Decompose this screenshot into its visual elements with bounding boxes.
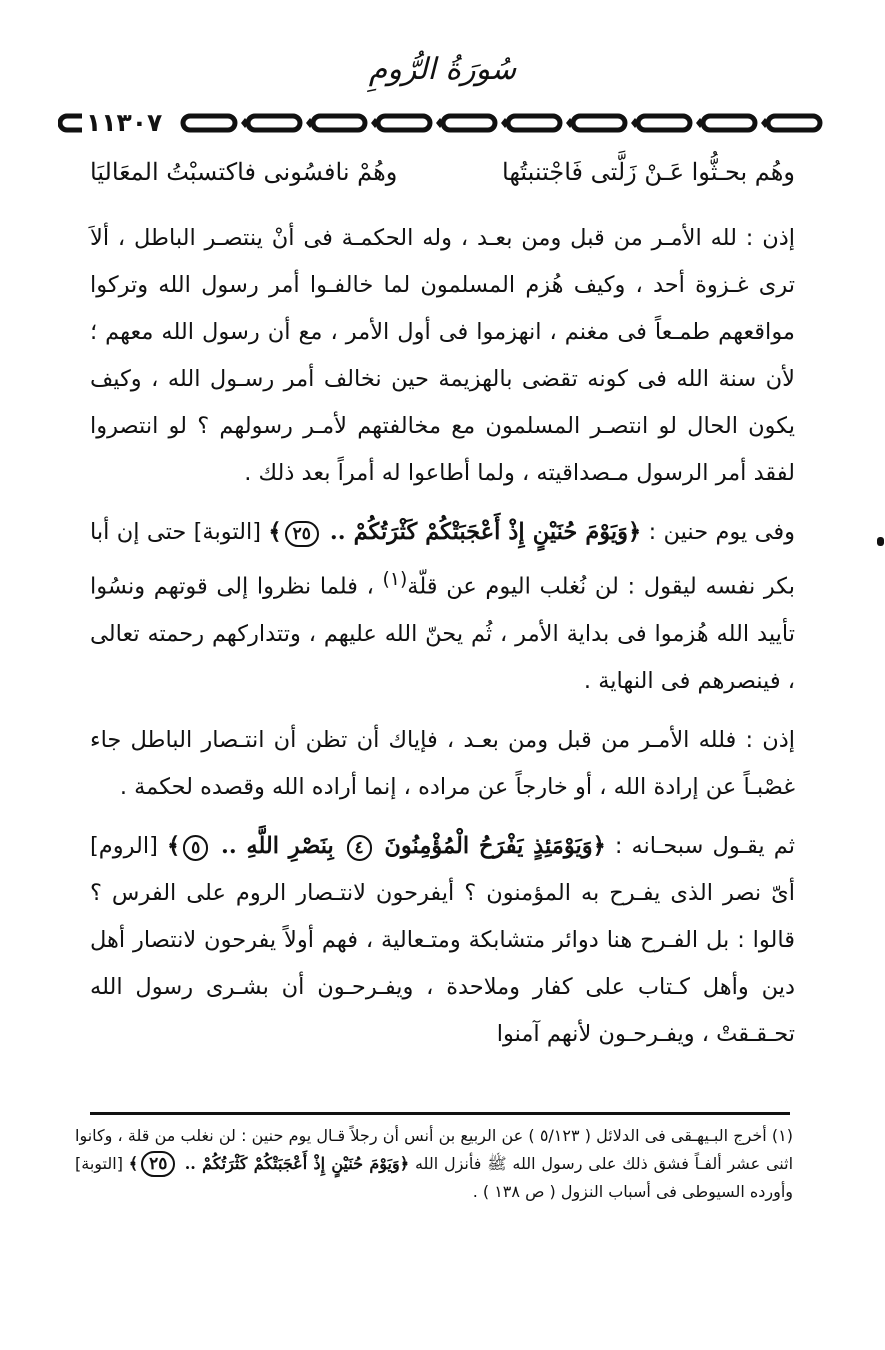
paragraph-2 [90, 509, 795, 705]
verse-hemistich-left: وهُمْ نافسُونى فاكتسبْتُ المعَاليَا [90, 158, 398, 186]
quran-quote-text: ﴿وَيَوْمَ حُنَيْنٍ إِذْ أَعْجَبَتْكُمْ كَثْرَتُكُمْ .. [178, 1154, 410, 1173]
header-ornament-border [58, 110, 824, 138]
ayah-number-marker: ٢٥ [285, 521, 319, 547]
paragraph-2-end: ، فلما نظروا إلى قوتهم ونسُوا تأييد الله هُزموا فى بداية الأمر ، ثُم يحنّ الله عليهم ، وتتداركهم رحمته تعالى ، فينصرهم فى النهاية . [90, 573, 795, 694]
quran-bracket-close: ﴾ [166, 832, 181, 859]
ayah-number-marker: ٥ [183, 835, 208, 861]
paragraph-2-intro: وفى يوم حنين : [648, 519, 796, 545]
quran-quote [268, 519, 641, 545]
quran-quote-text: بِنَصْرِ اللَّهِ .. [211, 832, 344, 859]
footnote-reference: (١) [382, 569, 408, 590]
paragraph-4-intro: ثم يقـول سبحـانه : [614, 832, 795, 859]
footnote-divider [90, 1112, 790, 1115]
paragraph-4-body: [الروم] أىّ نصر الذى يفـرح به المؤمنون ؟ أيفرحون لانتـصار الروم على الفرس ؟ قالوا : بل الفـرح هنا دوائر متشابكة ومتـعالية ، فهم أولاً يفرحون لانتصار أهل دين وأهل كـتاب على كفار وملاحدة ، ويفـرحـون أن بشـرى رسول الله تحـقـقتْ ، ويفـرحـون لأنهم آمنوا [90, 832, 795, 1047]
footnote [75, 1122, 793, 1206]
quran-quote-text: ﴿وَيَوْمَئِذٍ يَفْرَحُ الْمُؤْمِنُونَ [374, 832, 606, 859]
quran-quote-text: ﴿وَيَوْمَ حُنَيْنٍ إِذْ أَعْجَبَتْكُمْ كَثْرَتُكُمْ .. [321, 519, 642, 545]
margin-mark [877, 537, 884, 546]
footnote-text: (١) أخرج البـيهـقى فى الدلائل ( ٥/١٢٣ ) عن الربيع بن أنس أن رجلاً قـال يوم حنين : لن نغلب من قلة ، وكانوا اثنى عشر ألفـاً فشق ذلك على رسول الله ﷺ فأنزل الله [75, 1126, 794, 1173]
footnote-text-end: [التوبة] وأورده السيوطى فى أسباب النزول ( ص ١٣٨ ) . [75, 1154, 793, 1201]
paragraph-4 [90, 823, 795, 1058]
verse-hemistich-right: وهُم بحـثُّوا عَـنْ زَلَّتى فَاجْتنبتُها [502, 158, 795, 186]
paragraph-3: إذن : فلله الأمـر من قبل ومن بعـد ، فإياك أن تظن أن انتـصار الباطل جاء غصْبـاً عن إرادة الله ، أو خارجاً عن مراده ، إنما أراده الله وقصده لحكمة . [90, 726, 795, 800]
page-number: ١١٣٠٧ [82, 109, 166, 137]
body-text [90, 215, 795, 1070]
quran-bracket-close: ﴾ [128, 1154, 139, 1173]
poetry-verse [90, 158, 795, 186]
ayah-number-marker: ٤ [347, 835, 372, 861]
ayah-number-marker: ٢٥ [141, 1151, 175, 1177]
quran-bracket-close: ﴾ [268, 519, 282, 545]
footnote-quran-quote [129, 1154, 409, 1173]
surah-title: سُورَةُ الرُّومِ [368, 52, 517, 87]
paragraph-2-body: [التوبة] حتى إن أبا بكر نفسه ليقول : لن نُغلب اليوم عن قلّة [90, 519, 795, 600]
quran-quote [167, 833, 606, 859]
paragraph-1: إذن : لله الأمـر من قبل ومن بعـد ، وله الحكمـة فى أنْ ينتصـر الباطل ، ألاَ ترى غـزوة أحد ، وكيف هُزم المسلمون لما خالفـوا أمر رسول الله وتركوا مواقعهم طمـعاً فى مغنم ، انهزموا فى أول الأمر ، مع أن رسول الله معهم ؛ لأن سنة الله فى كونه تقضى بالهزيمة حين نخالف أمر رسـول الله ، وكيف يكون الحال لو انتصـر المسلمون مع مخالفتهم لأمـر رسولهم ؟ لو انتصروا لفقد أمر الرسول مـصداقيته ، ولما أطاعوا له أمراً بعد ذلك . [90, 225, 795, 486]
